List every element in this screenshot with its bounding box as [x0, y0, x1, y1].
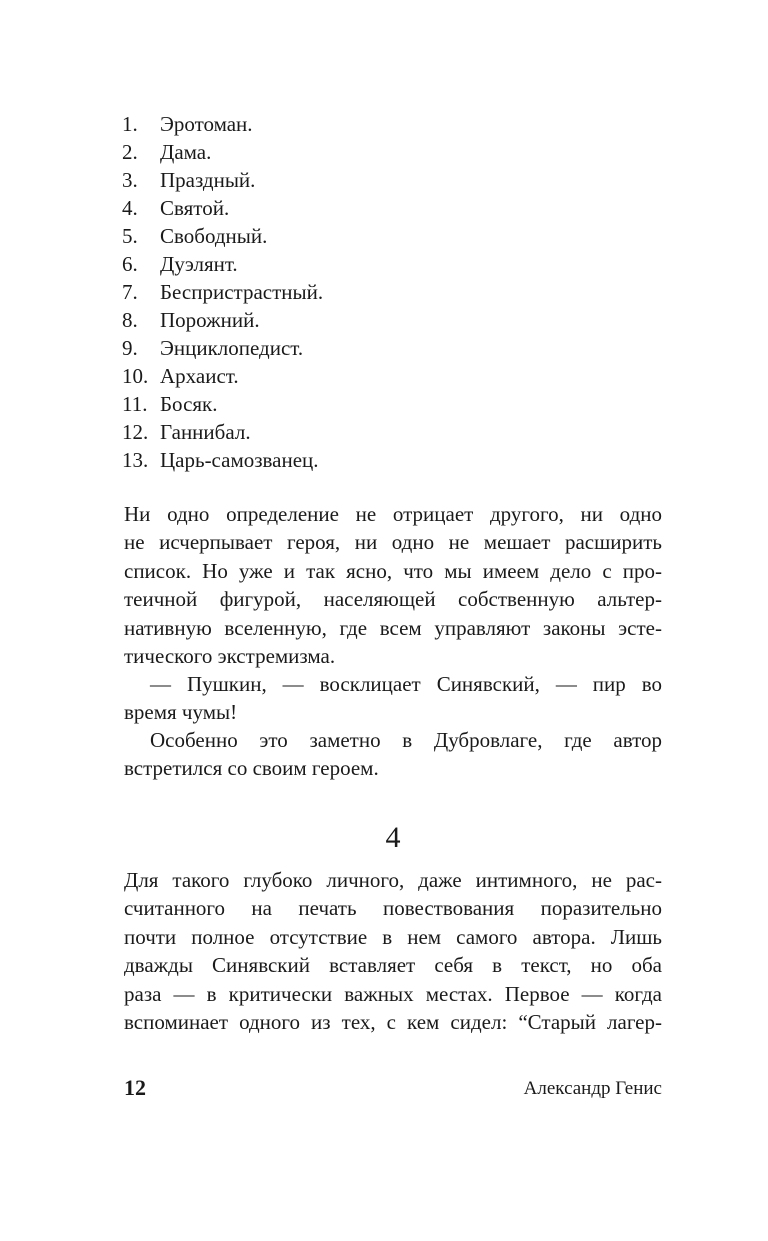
list-item-text: Архаист. — [160, 364, 239, 388]
text-line: не исчерпывает героя, ни одно не мешает расширить — [124, 530, 662, 555]
text-line: Особенно это заметно в Дубровлаге, где автор — [150, 728, 662, 752]
list-item-number: 7. — [122, 280, 138, 304]
list-item-text: Ганнибал. — [160, 420, 251, 444]
text-line: список. Но уже и так ясно, что мы имеем дело с про- — [124, 558, 662, 583]
list-item-text: Святой. — [160, 196, 230, 220]
paragraph-quote — [124, 670, 662, 727]
list-item-text: Праздный. — [160, 168, 256, 192]
list-item-text: Дама. — [160, 140, 212, 164]
list-item-number: 6. — [122, 252, 138, 276]
list-item — [122, 446, 662, 474]
numbered-list — [122, 110, 662, 474]
list-item — [122, 306, 662, 334]
list-item-number: 5. — [122, 224, 138, 248]
text-line: Для такого глубоко личного, даже интимного, не рас- — [124, 868, 662, 892]
paragraph-section-4 — [124, 866, 662, 1036]
list-item — [122, 250, 662, 278]
list-item — [122, 110, 662, 138]
list-item-text: Дуэлянт. — [160, 252, 238, 276]
list-item-number: 8. — [122, 308, 138, 332]
list-item — [122, 390, 662, 418]
list-item-number: 3. — [122, 168, 138, 192]
text-line: вспоминает одного из тех, с кем сидел: “Старый лагер- — [124, 1009, 662, 1034]
text-line: тического экстремизма. — [124, 643, 336, 668]
text-line: дважды Синявский вставляет себя в текст, но оба — [124, 953, 662, 978]
text-line: раза — в критически важных местах. Первое — когда — [124, 981, 662, 1006]
list-item — [122, 194, 662, 222]
list-item-text: Царь-самозванец. — [160, 448, 319, 472]
text-line: Ни одно определение не отрицает другого, ни одно — [124, 502, 662, 526]
list-item — [122, 418, 662, 446]
text-line: нативную вселенную, где всем управляют законы эсте- — [124, 615, 662, 640]
list-item-text: Свободный. — [160, 224, 268, 248]
list-item-number: 9. — [122, 336, 138, 360]
page-number: 12 — [124, 1075, 146, 1100]
list-item — [122, 334, 662, 362]
text-line: встретился со своим героем. — [124, 756, 379, 781]
section-heading: 4 — [385, 821, 401, 854]
paragraph-definitions — [124, 500, 662, 670]
list-item-number: 11. — [122, 392, 148, 416]
list-item-number: 4. — [122, 196, 138, 220]
list-item-text: Босяк. — [160, 392, 218, 416]
list-item — [122, 166, 662, 194]
text-line: — Пушкин, — восклицает Синявский, — пир во — [150, 672, 662, 696]
list-item-number: 12. — [122, 420, 149, 444]
list-item — [122, 278, 662, 306]
list-item-text: Энциклопедист. — [160, 336, 304, 360]
text-line: считанного на печать повествования поразительно — [124, 896, 662, 921]
list-item-text: Порожний. — [160, 308, 260, 332]
list-item-number: 1. — [122, 112, 138, 136]
text-line: теичной фигурой, населяющей собственную альтер- — [124, 587, 662, 612]
list-item-number: 13. — [122, 448, 149, 472]
list-item — [122, 138, 662, 166]
list-item-number: 10. — [122, 364, 149, 388]
list-item-text: Беспристрастный. — [160, 280, 324, 304]
text-line: время чумы! — [124, 700, 238, 725]
running-footer-author: Александр Генис — [523, 1078, 662, 1099]
list-item-text: Эротоман. — [160, 112, 253, 136]
text-line: почти полное отсутствие в нем самого автора. Лишь — [124, 924, 662, 949]
list-item — [122, 222, 662, 250]
paragraph-dubrovlag — [124, 726, 662, 783]
list-item — [122, 362, 662, 390]
list-item-number: 2. — [122, 140, 138, 164]
